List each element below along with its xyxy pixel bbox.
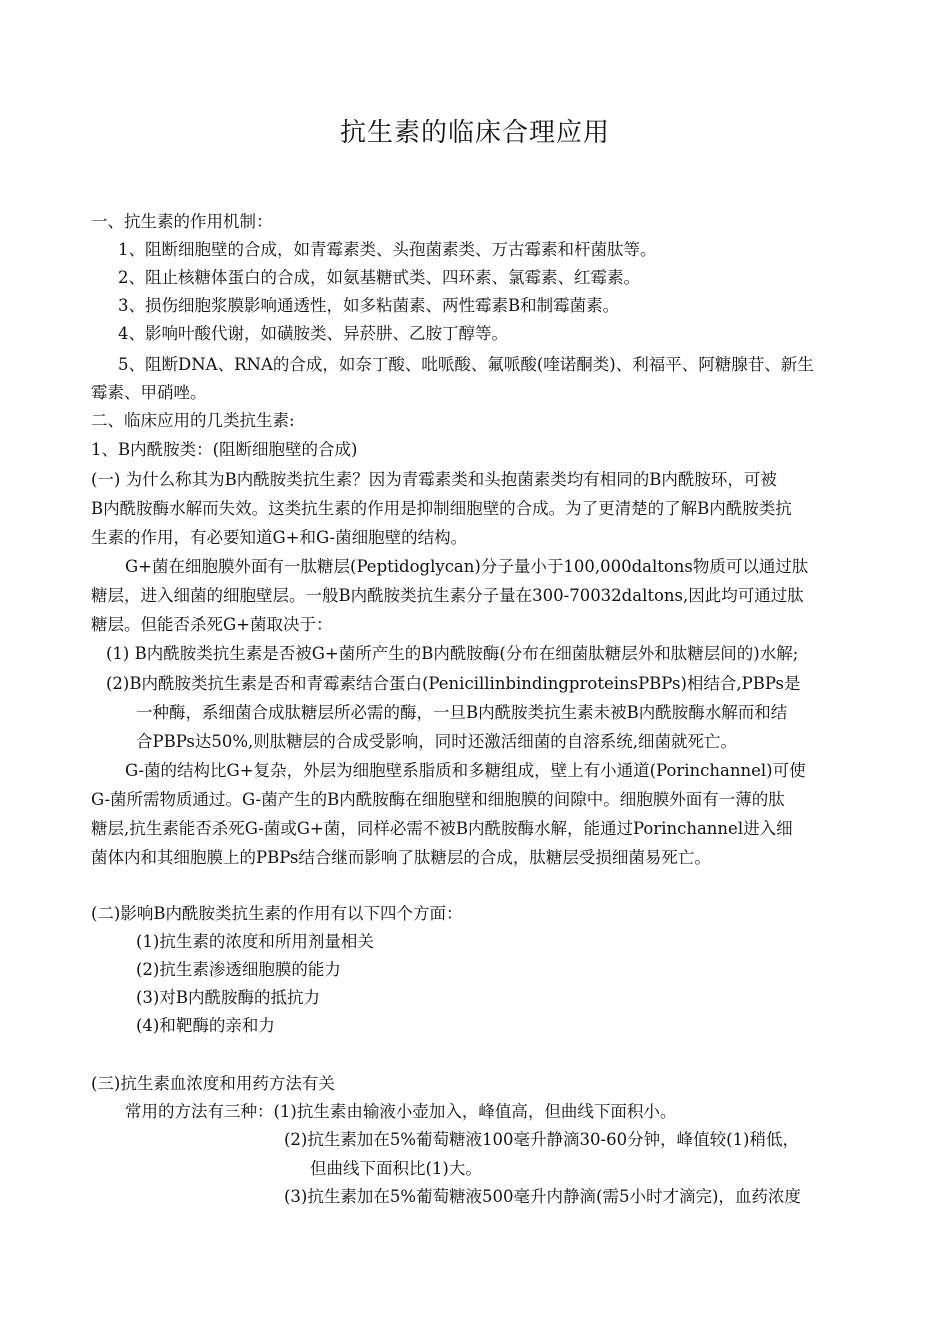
text-line: (二)影响B内酰胺类抗生素的作用有以下四个方面： bbox=[91, 904, 463, 923]
text-line: (4)和靶酶的亲和力 bbox=[136, 1016, 275, 1035]
text-line: G-菌所需物质通过。G-菌产生的B内酰胺酶在细胞壁和细胞膜的间隙中。细胞膜外面有一薄的肽 bbox=[91, 790, 785, 809]
text-line: (2)抗生素加在5%葡萄糖液100毫升静滴30-60分钟，峰值较(1)稍低， bbox=[284, 1130, 799, 1149]
text-line: (三)抗生素血浓度和用药方法有关 bbox=[91, 1074, 335, 1093]
text-line: 生素的作用，有必要知道G+和G-菌细胞壁的结构。 bbox=[91, 528, 468, 547]
text-line: 3、损伤细胞浆膜影响通透性，如多粘菌素、两性霉素B和制霉菌素。 bbox=[118, 296, 620, 315]
text-line: (2)B内酰胺类抗生素是否和青霉素结合蛋白(PenicillinbindingproteinsPBPs)相结合,PBPs是 bbox=[106, 674, 801, 693]
text-line: 一种酶，系细菌合成肽糖层所必需的酶，一旦B内酰胺类抗生素未被B内酰胺酶水解而和结 bbox=[136, 703, 788, 722]
text-line: (3)抗生素加在5%葡萄糖液500毫升内静滴(需5小时才滴完)，血药浓度 bbox=[284, 1187, 801, 1206]
text-line: 一、抗生素的作用机制： bbox=[91, 212, 273, 231]
text-line: 常用的方法有三种：(1)抗生素由输液小壶加入，峰值高，但曲线下面积小。 bbox=[125, 1102, 677, 1121]
text-line: 4、影响叶酸代谢，如磺胺类、异菸肼、乙胺丁醇等。 bbox=[118, 324, 508, 343]
text-line: (1) B内酰胺类抗生素是否被G+菌所产生的B内酰胺酶(分布在细菌肽糖层外和肽糖层间的)水解; bbox=[106, 644, 799, 663]
text-line: B内酰胺酶水解而失效。这类抗生素的作用是抑制细胞壁的合成。为了更清楚的了解B内酰胺类抗 bbox=[91, 499, 792, 518]
text-line: 1、阻断细胞壁的合成，如青霉素类、头孢菌素类、万古霉素和杆菌肽等。 bbox=[118, 240, 657, 259]
text-line: (2)抗生素渗透细胞膜的能力 bbox=[136, 960, 341, 979]
text-line: 合PBPs达50%,则肽糖层的合成受影响，同时还激活细菌的自溶系统,细菌就死亡。 bbox=[136, 732, 738, 751]
text-line: 菌体内和其细胞膜上的PBPs结合继而影响了肽糖层的合成，肽糖层受损细菌易死亡。 bbox=[91, 848, 711, 867]
text-line: (3)对B内酰胺酶的抵抗力 bbox=[136, 988, 320, 1007]
text-line: G-菌的结构比G+复杂，外层为细胞壁系脂质和多糖组成，壁上有小通道(Porinchannel)可使 bbox=[125, 761, 806, 780]
text-line: 霉素、甲硝唑。 bbox=[91, 383, 207, 402]
text-line: (1)抗生素的浓度和所用剂量相关 bbox=[136, 932, 374, 951]
text-line: 2、阻止核糖体蛋白的合成，如氨基糖甙类、四环素、氯霉素、红霉素。 bbox=[118, 268, 640, 287]
text-line: 糖层,抗生素能否杀死G-菌或G+菌，同样必需不被B内酰胺酶水解，能通过Porinchannel进入细 bbox=[91, 819, 793, 838]
text-line: G+菌在细胞膜外面有一肽糖层(Peptidoglycan)分子量小于100,000daltons物质可以通过肽 bbox=[125, 557, 809, 576]
document-title: 抗生素的临床合理应用 bbox=[339, 118, 610, 148]
text-line: 5、阻断DNA、RNA的合成，如奈丁酸、吡哌酸、氟哌酸(喹诺酮类)、利福平、阿糖腺苷、新生 bbox=[118, 355, 814, 374]
text-line: 但曲线下面积比(1)大。 bbox=[310, 1159, 482, 1178]
text-line: 1、B内酰胺类：(阻断细胞壁的合成) bbox=[91, 440, 358, 459]
text-line: (一) 为什么称其为B内酰胺类抗生素？因为青霉素类和头抱菌素类均有相同的B内酰胺环，可被 bbox=[91, 470, 777, 489]
text-line: 糖层，进入细菌的细胞壁层。一般B内酰胺类抗生素分子量在300-70032daltons,因此均可通过肽 bbox=[91, 586, 804, 605]
text-line: 糖层。但能否杀死G+菌取决于： bbox=[91, 615, 333, 634]
text-line: 二、临床应用的几类抗生素: bbox=[91, 411, 295, 430]
